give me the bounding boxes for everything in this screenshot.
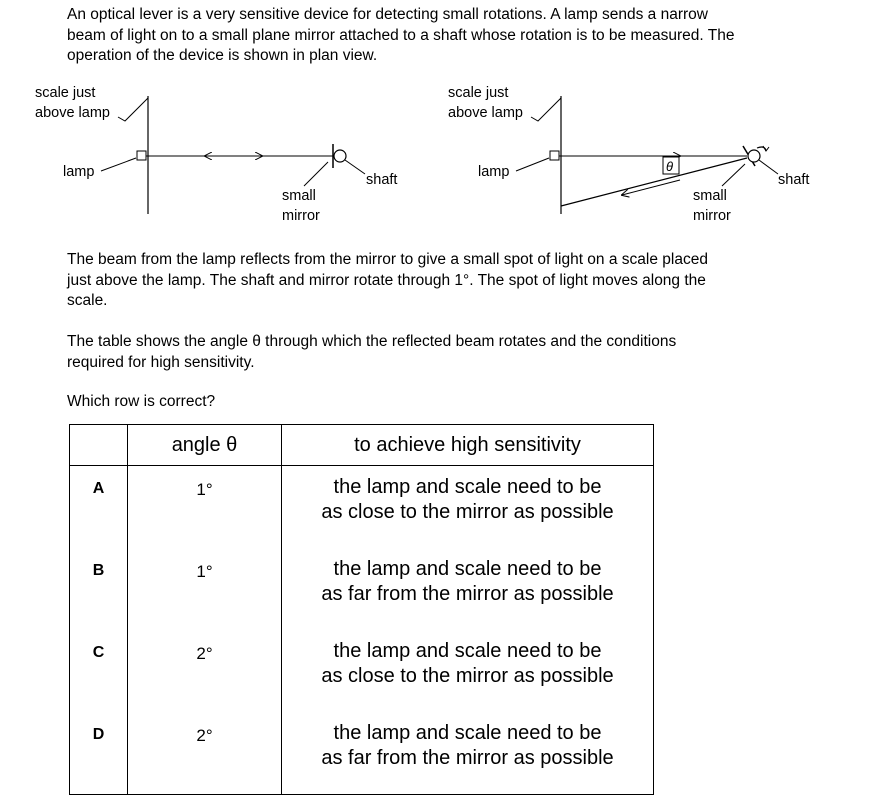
- left-scale-label-line2: above lamp: [35, 105, 110, 121]
- table-intro-line: required for high sensitivity.: [67, 353, 255, 371]
- option-condition: [282, 548, 654, 630]
- option-letter: D: [70, 712, 128, 795]
- beam-line: scale.: [67, 292, 108, 309]
- left-lamp-pointer: [101, 158, 136, 171]
- beam-line: just above the lamp. The shaft and mirror rotate through 1°. The spot of light moves along the: [67, 271, 706, 289]
- condition-line: the lamp and scale need to be: [333, 558, 602, 580]
- right-shaft-icon: [748, 150, 760, 162]
- option-letter: B: [70, 548, 128, 630]
- left-scale-label-line1: scale just: [35, 85, 96, 101]
- right-mirror-label-line2: mirror: [693, 208, 731, 224]
- condition-line: the lamp and scale need to be: [333, 722, 602, 744]
- condition-line: as far from the mirror as possible: [321, 583, 614, 605]
- option-letter: C: [70, 630, 128, 712]
- table-row[interactable]: [70, 548, 654, 630]
- header-letter: [70, 425, 128, 466]
- right-lamp-icon: [550, 151, 559, 160]
- intro-line: An optical lever is a very sensitive device for detecting small rotations. A lamp sends a narrow: [67, 6, 708, 23]
- option-letter: A: [70, 466, 128, 549]
- condition-line: as close to the mirror as possible: [321, 501, 614, 523]
- right-lamp-label: lamp: [478, 164, 510, 180]
- left-shaft-pointer: [345, 160, 365, 174]
- table-row[interactable]: [70, 630, 654, 712]
- header-condition: to achieve high sensitivity: [282, 425, 654, 466]
- condition-line: as close to the mirror as possible: [321, 665, 614, 687]
- left-mirror-pointer: [304, 162, 328, 186]
- beam-paragraph: [67, 250, 815, 312]
- right-mirror-pointer: [722, 164, 745, 186]
- option-angle: 1°: [128, 466, 282, 549]
- left-mirror-label-line2: mirror: [282, 208, 320, 224]
- left-diagram: [35, 85, 397, 224]
- right-diagram: [448, 85, 809, 224]
- intro-line: beam of light on to a small plane mirror attached to a shaft whose rotation is to be measured. The: [67, 26, 735, 44]
- condition-line: the lamp and scale need to be: [333, 476, 602, 498]
- table-intro-line: The table shows the angle θ through which the reflected beam rotates and the conditions: [67, 333, 677, 350]
- right-scale-label-line2: above lamp: [448, 105, 523, 121]
- table-intro-paragraph: [67, 332, 815, 373]
- left-mirror-label-line1: small: [282, 188, 316, 204]
- rotation-arrowhead: [763, 146, 769, 151]
- table-header-row: [70, 425, 654, 466]
- right-scale-pointer: [531, 98, 561, 121]
- table-row[interactable]: [70, 466, 654, 549]
- beam-line: The beam from the lamp reflects from the mirror to give a small spot of light on a scale placed: [67, 251, 708, 268]
- condition-line: the lamp and scale need to be: [333, 640, 602, 662]
- optical-lever-diagram: [0, 78, 871, 228]
- angle-theta-label: θ: [666, 159, 674, 174]
- right-lamp-pointer: [516, 158, 549, 171]
- intro-paragraph: [67, 5, 815, 67]
- left-shaft-label: shaft: [366, 172, 398, 188]
- header-angle: angle θ: [128, 425, 282, 466]
- option-condition: [282, 712, 654, 795]
- table-row[interactable]: [70, 712, 654, 795]
- option-angle: 2°: [128, 630, 282, 712]
- question-text: [67, 392, 815, 413]
- option-condition: [282, 630, 654, 712]
- left-shaft-icon: [334, 150, 346, 162]
- intro-line: operation of the device is shown in plan view.: [67, 47, 378, 64]
- left-scale-pointer: [118, 98, 148, 121]
- condition-line: as far from the mirror as possible: [321, 747, 614, 769]
- left-lamp-label: lamp: [63, 164, 95, 180]
- left-lamp-icon: [137, 151, 146, 160]
- right-shaft-pointer: [759, 160, 778, 174]
- question-line: Which row is correct?: [67, 393, 216, 410]
- option-angle: 2°: [128, 712, 282, 795]
- option-condition: [282, 466, 654, 549]
- right-mirror-label-line1: small: [693, 188, 727, 204]
- right-shaft-label: shaft: [778, 172, 810, 188]
- right-scale-label-line1: scale just: [448, 85, 509, 101]
- option-angle: 1°: [128, 548, 282, 630]
- answer-table: [69, 424, 654, 795]
